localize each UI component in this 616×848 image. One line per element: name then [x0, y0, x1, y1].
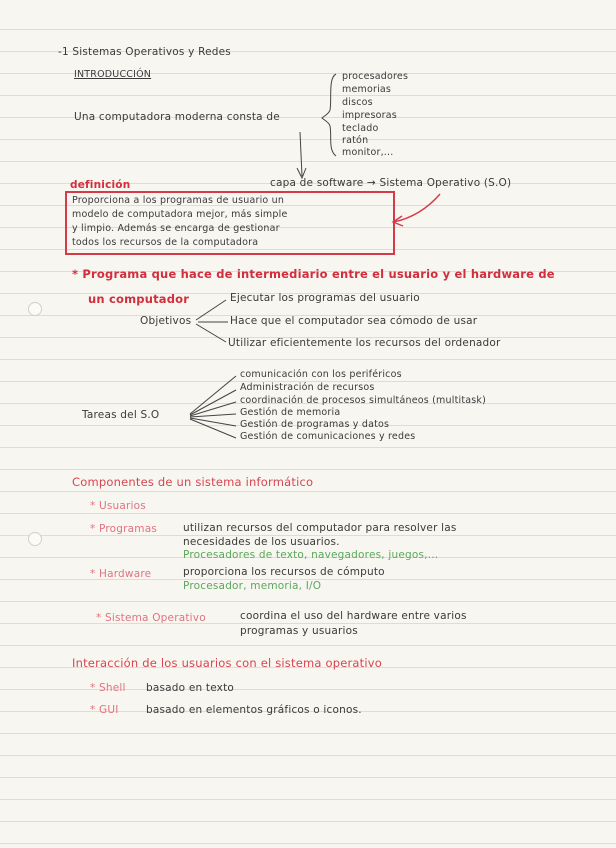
component-item: teclado [342, 123, 379, 134]
objective-item: Hace que el computador sea cómodo de usar [230, 315, 478, 327]
interaction-heading: Interacción de los usuarios con el sistema operativo [72, 656, 383, 670]
programs-text: utilizan recursos del computador para resolver las [183, 522, 457, 534]
objective-item: Ejecutar los programas del usuario [230, 292, 420, 304]
users-label: * Usuarios [90, 500, 146, 512]
tasks-branch [190, 414, 236, 417]
gui-label: * GUI [90, 704, 119, 716]
programs-text: necesidades de los usuarios. [183, 536, 340, 548]
definition-line: Proporciona a los programas de usuario un [72, 195, 285, 206]
task-item: comunicación con los periféricos [240, 369, 402, 380]
objective-item: Utilizar eficientemente los recursos del ordenador [228, 337, 501, 349]
component-item: impresoras [342, 110, 397, 121]
programs-label: * Programas [90, 523, 157, 535]
component-item: discos [342, 97, 373, 108]
tasks-branch [190, 376, 236, 414]
components-brace [322, 74, 336, 156]
tasks-branch [190, 390, 236, 415]
objectives-branch [196, 324, 226, 342]
shell-label: * Shell [90, 682, 126, 694]
shell-text: basado en texto [146, 682, 235, 694]
red-curved-arrow [394, 194, 440, 222]
component-item: ratón [342, 135, 369, 146]
os-label: * Sistema Operativo [96, 612, 206, 624]
os-text: programas y usuarios [240, 625, 358, 637]
task-item: coordinación de procesos simultáneos (multitask) [240, 395, 487, 406]
intro-heading: INTRODUCCIÓN [74, 69, 152, 80]
definition-label: definición [70, 179, 131, 191]
component-item: memorias [342, 84, 392, 95]
task-item: Gestión de comunicaciones y redes [240, 431, 416, 442]
page-title: -1 Sistemas Operativos y Redes [58, 46, 231, 58]
task-item: Gestión de memoria [240, 407, 341, 418]
components-heading: Componentes de un sistema informático [72, 475, 314, 489]
programs-examples: Procesadores de texto, navegadores, juegos,... [183, 549, 439, 561]
definition-line: todos los recursos de la computadora [72, 237, 259, 248]
task-item: Gestión de programas y datos [240, 419, 390, 430]
component-item: monitor,... [342, 147, 394, 158]
os-text: coordina el uso del hardware entre varios [240, 610, 467, 622]
hardware-text: proporciona los recursos de cómputo [183, 566, 385, 578]
definition-line: y limpio. Además se encarga de gestionar [72, 223, 280, 234]
objectives-label: Objetivos [140, 315, 192, 327]
program-heading-cont: un computador [88, 292, 190, 306]
down-arrow-line [300, 132, 302, 176]
component-item: procesadores [342, 71, 409, 82]
definition-line: modelo de computadora mejor, más simple [72, 209, 288, 220]
gui-text: basado en elementos gráficos o iconos. [146, 704, 362, 716]
intro-text: Una computadora moderna consta de [74, 111, 280, 123]
definition-target: capa de software → Sistema Operativo (S.O) [270, 177, 512, 189]
task-item: Administración de recursos [240, 382, 375, 393]
objectives-branch [196, 300, 226, 320]
hardware-examples: Procesador, memoria, I/O [183, 580, 322, 592]
tasks-label: Tareas del S.O [82, 409, 160, 421]
program-heading: * Programa que hace de intermediario entre el usuario y el hardware de [72, 267, 555, 281]
tasks-branch [190, 402, 236, 416]
hardware-label: * Hardware [90, 568, 152, 580]
